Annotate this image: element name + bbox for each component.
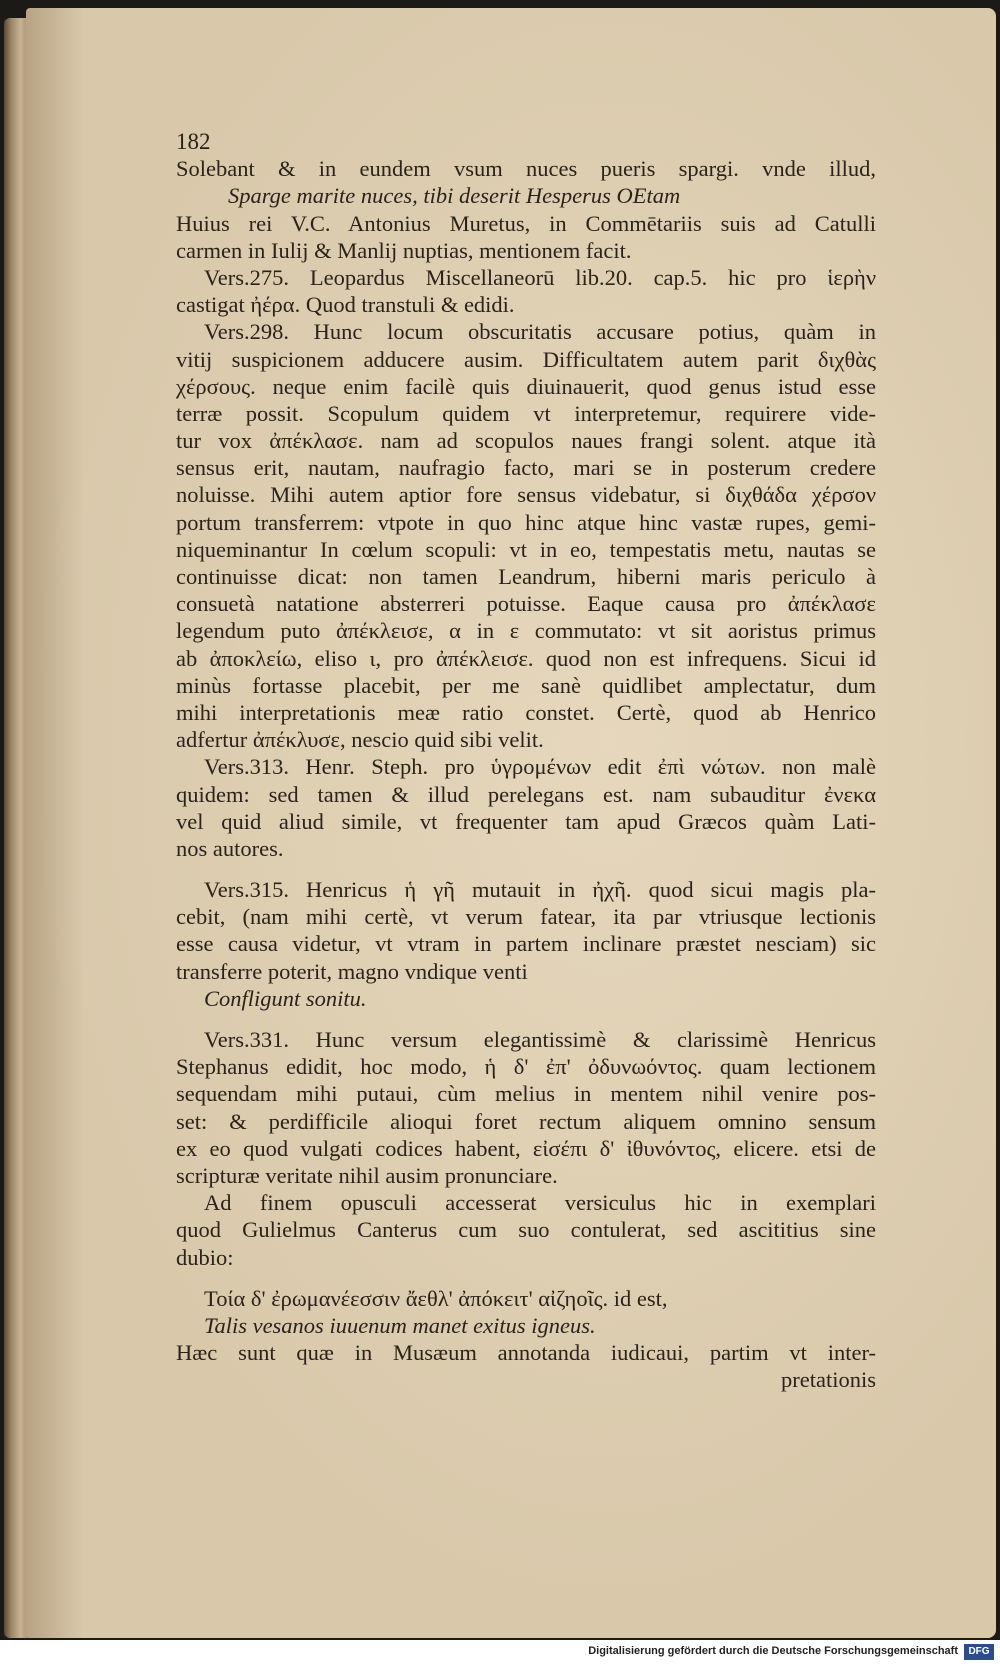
text-line: niqueminantur In cœlum scopuli: vt in eo, tempestatis metu, nautas se bbox=[176, 536, 876, 562]
verse-quote: Sparge marite nuces, tibi deserit Hesperus OEtam bbox=[228, 183, 681, 209]
catchword: pretationis bbox=[781, 1367, 876, 1393]
text-line: terræ possit. Scopulum quidem vt interpretemur, requirere vide- bbox=[176, 400, 876, 426]
text-line: Vers.298. Hunc locum obscuritatis accusare potius, quàm in bbox=[204, 319, 876, 345]
page-number: 182 bbox=[176, 129, 211, 154]
text-line: Huius rei V.C. Antonius Muretus, in Commētariis suis ad Catulli bbox=[176, 210, 876, 236]
text-line: dubio: bbox=[176, 1244, 234, 1270]
text-line: nos autores. bbox=[176, 835, 284, 861]
text-line: esse causa videtur, vt vtram in partem inclinare præstet nesciam) sic bbox=[176, 931, 876, 957]
text-line: ab ἀποκλείω, eliso ι, pro ἀπέκλεισε. quod non est infrequens. Sicui id bbox=[176, 645, 876, 671]
text-line: transferre poterit, magno vndique venti bbox=[176, 958, 528, 984]
text-line: Vers.313. Henr. Steph. pro ὑγρομένων edit ἐπὶ νώτων. non malè bbox=[204, 754, 876, 780]
text-line: vel quid aliud simile, vt frequenter tam apud Græcos quàm Lati- bbox=[176, 808, 876, 834]
text-line: legendum puto ἀπέκλεισε, α in ε commutato: vt sit aoristus primus bbox=[176, 618, 876, 644]
text-line: consuetà natatione absterreri potuisse. Eaque causa pro ἀπέκλασε bbox=[176, 591, 876, 617]
text-line: ex eo quod vulgati codices habent, εἰσέπι δ' ἰθυνόντος, elicere. etsi de bbox=[176, 1135, 876, 1161]
text-line: Vers.331. Hunc versum elegantissimè & clarissimè Henricus bbox=[204, 1027, 876, 1052]
verse-translation: Talis vesanos iuuenum manet exitus igneus. bbox=[204, 1312, 596, 1338]
book-page bbox=[26, 8, 996, 1638]
paragraph-gap bbox=[176, 1012, 876, 1026]
greek-verse: Τοία δ' ἐρωμανέεσσιν ἄεθλ' ἀπόκειτ' αἰζηοῖς. id est, bbox=[204, 1285, 668, 1311]
text-line: Vers.275. Leopardus Miscellaneorū lib.20. cap.5. hic pro ἱερὴν bbox=[204, 264, 876, 290]
text-line: scripturæ veritate nihil ausim pronunciare. bbox=[176, 1162, 558, 1188]
text-line: set: & perdifficile alioqui foret rectum aliquem omnino sensum bbox=[176, 1108, 876, 1134]
text-line: Stephanus edidit, hoc modo, ἡ δ' ἐπ' ὀδυνωόντος. quam lectionem bbox=[176, 1054, 876, 1080]
text-line: mihi interpretationis meæ ratio constet. Certè, quod ab Henrico bbox=[176, 699, 876, 725]
text-line: continuisse dicat: non tamen Leandrum, hiberni maris periculo à bbox=[176, 564, 876, 589]
verse-quote: Confligunt sonitu. bbox=[204, 985, 367, 1011]
text-line: sensus erit, nautam, naufragio facto, mari se in posterum credere bbox=[176, 455, 876, 481]
text-line: quidem: sed tamen & illud perelegans est. nam subauditur ἐνεκα bbox=[176, 781, 876, 807]
text-line: sequendam mihi putaui, cùm melius in mentem nihil venire pos- bbox=[176, 1081, 876, 1107]
text-line: Vers.315. Henricus ἡ γῆ mutauit in ἠχῆ. quod sicui magis pla- bbox=[204, 877, 876, 903]
text-line: cebit, (nam mihi certè, vt verum fatear, ita par vtriusque lectionis bbox=[176, 904, 876, 930]
footer-bar bbox=[0, 1640, 1000, 1666]
paragraph-gap bbox=[176, 862, 876, 876]
footer-credit: Digitalisierung gefördert durch die Deutsche Forschungsgemeinschaft bbox=[588, 1645, 958, 1657]
text-line: minùs fortasse placebit, per me sanè quidlibet amplectatur, dum bbox=[176, 672, 876, 698]
paragraph-gap bbox=[176, 1271, 876, 1285]
text-line: Hæc sunt quæ in Musæum annotanda iudicaui, partim vt inter- bbox=[176, 1340, 876, 1366]
text-line: adfertur ἀπέκλυσε, nescio quid sibi velit. bbox=[176, 727, 544, 753]
text-line: portum transferrem: vtpote in quo hinc atque hinc vastæ rupes, gemi- bbox=[176, 509, 876, 535]
text-line: quod Gulielmus Canterus cum suo contulerat, sed ascititius sine bbox=[176, 1217, 876, 1243]
page-text bbox=[176, 128, 876, 1393]
text-line: carmen in Iulij & Manlij nuptias, mentionem facit. bbox=[176, 237, 632, 263]
text-line: vitij suspicionem adducere ausim. Difficultatem autem parit διχθὰς bbox=[176, 346, 876, 372]
text-line: Ad finem opusculi accesserat versiculus hic in exemplari bbox=[204, 1190, 876, 1216]
text-line: Solebant & in eundem vsum nuces pueris spargi. vnde illud, bbox=[176, 156, 876, 182]
text-line: castigat ἠέρα. Quod transtuli & edidi. bbox=[176, 292, 515, 318]
dfg-logo: DFG bbox=[964, 1644, 994, 1660]
text-line: noluisse. Mihi autem aptior fore sensus videbatur, si διχθάδα χέρσον bbox=[176, 482, 876, 508]
text-line: tur vox ἀπέκλασε. nam ad scopulos naues frangi solent. atque ità bbox=[176, 428, 876, 454]
text-line: χέρσους. neque enim facilè quis diuinauerit, quod genus istud esse bbox=[176, 373, 876, 399]
